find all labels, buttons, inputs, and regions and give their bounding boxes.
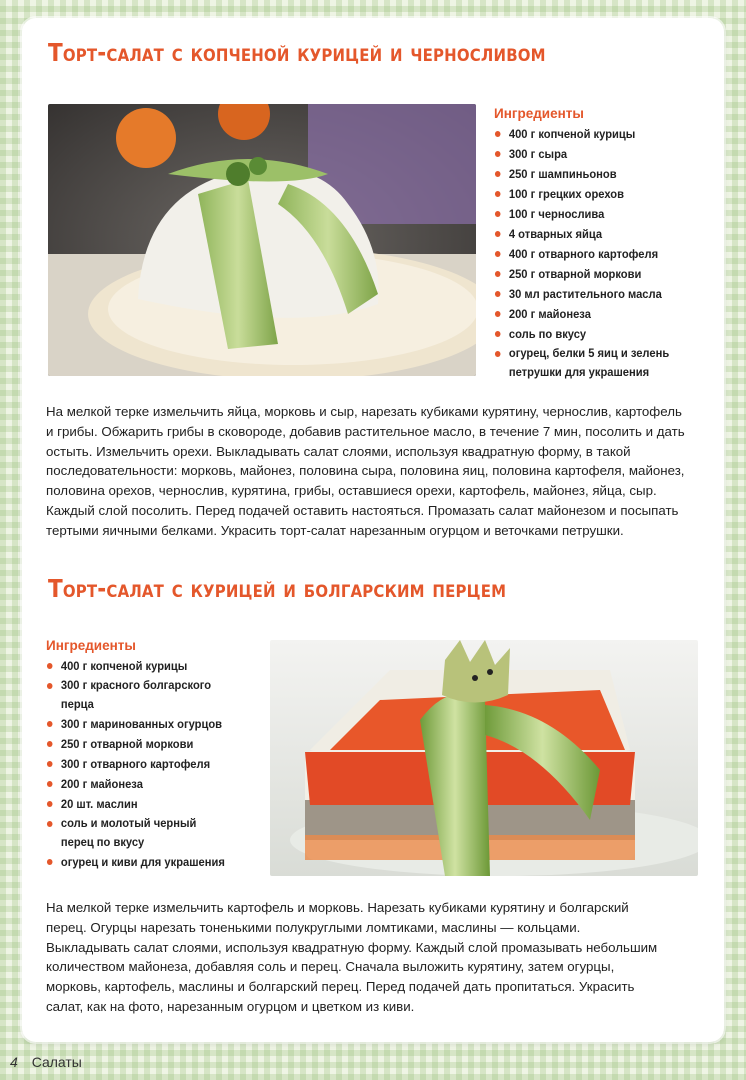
list-item: 400 г копченой курицы (494, 124, 689, 144)
list-item: 300 г сыра (494, 144, 689, 164)
page-footer (10, 1054, 82, 1070)
text-line: последовательности: морковь, майонез, половина сыра, половина яиц, половина картофеля, майонез, (46, 463, 685, 479)
list-item: 400 г копченой курицы (46, 656, 251, 676)
list-item: 300 г отварного картофеля (46, 754, 251, 774)
list-item: 300 г красного болгарского перца (46, 676, 228, 714)
list-item: 250 г шампиньонов (494, 164, 689, 184)
page-number: 4 (10, 1054, 18, 1070)
list-item: соль и молотый черный перец по вкусу (46, 814, 210, 852)
list-item: 250 г отварной моркови (494, 264, 689, 284)
recipe2-ingredients-heading: Ингредиенты (46, 638, 136, 653)
list-item: 100 г грецких орехов (494, 184, 689, 204)
list-item: 200 г майонеза (494, 304, 689, 324)
text-line: морковь, картофель, маслины и болгарский перец. Перед подачей дать пропитаться. Украсить (46, 979, 635, 995)
text-line: На мелкой терке измельчить яйца, морковь и сыр, нарезать кубиками курятину, чернослив, картофель (46, 404, 682, 419)
list-item: 4 отварных яйца (494, 224, 689, 244)
salad-cake-pepper-image (270, 640, 698, 876)
list-item: 30 мл растительного масла (494, 284, 689, 304)
recipe1-title: Торт-салат с копченой курицей и черносливом (48, 38, 546, 67)
recipe1-method (46, 402, 726, 541)
text-line: половина орехов, чернослив, курятина, грибы, оставшиеся орехи, картофель, майонез, яйца, сыр. (46, 483, 657, 499)
recipe2-title: Торт-салат с курицей и болгарским перцем (48, 574, 507, 603)
text-line: На мелкой терке измельчить картофель и морковь. Нарезать кубиками курятину и болгарский (46, 900, 629, 915)
recipe2-method (46, 898, 726, 1017)
text-line: и грибы. Обжарить грибы в сковороде, добавив растительное масло, в течение 7 мин, посолить и дать (46, 423, 685, 439)
recipe1-ingredients-heading: Ингредиенты (494, 106, 584, 121)
text-line: салат, как на фото, нарезанным огурцом и цветком из киви. (46, 998, 415, 1014)
recipe2-photo (270, 640, 698, 876)
text-line: Выкладывать салат слоями, используя квадратную форму. Каждый слой промазывать небольшим (46, 939, 658, 955)
list-item: 100 г чернослива (494, 204, 689, 224)
text-line: тертыми яичными белками. Украсить торт-салат нарезанным огурцом и веточками петрушки. (46, 522, 624, 538)
recipe1-photo (48, 104, 476, 376)
list-item: 250 г отварной моркови (46, 734, 251, 754)
list-item: огурец, белки 5 яиц и зелень петрушки для украшения (494, 344, 695, 382)
text-line: количеством майонеза, добавляя соль и перец. Сначала выложить курятину, затем огурцы, (46, 959, 615, 975)
text-line: остыть. Измельчить орехи. Выкладывать салат слоями, используя квадратную форму, в такой (46, 443, 631, 459)
recipe1-ingredient-list (494, 124, 704, 382)
text-line: перец. Огурцы нарезать тоненькими полукруглыми ломтиками, маслины — кольцами. (46, 919, 581, 935)
text-line: Каждый слой посолить. Перед подачей оставить настояться. Промазать салат майонезом и посыпать (46, 502, 679, 518)
section-name: Салаты (31, 1054, 82, 1070)
list-item: 300 г маринованных огурцов (46, 714, 251, 734)
list-item: 400 г отварного картофеля (494, 244, 689, 264)
salad-cake-cucumber-image (48, 104, 476, 376)
list-item: соль по вкусу (494, 324, 689, 344)
list-item: огурец и киви для украшения (46, 852, 251, 872)
list-item: 200 г майонеза (46, 774, 251, 794)
list-item: 20 шт. маслин (46, 794, 251, 814)
recipe2-ingredient-list (46, 656, 266, 872)
